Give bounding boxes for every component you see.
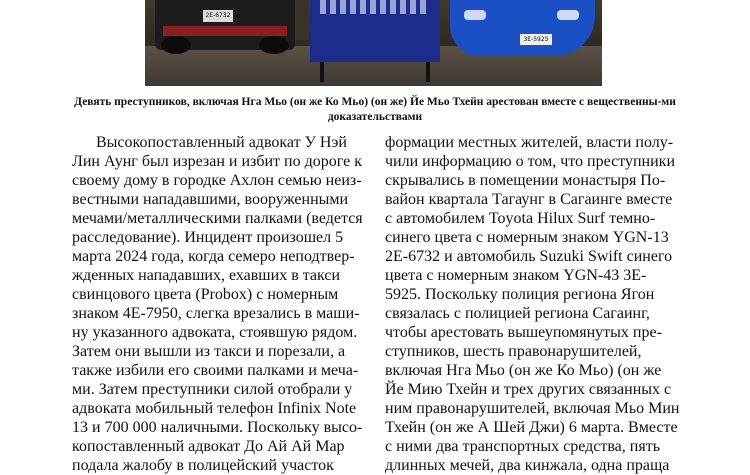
text-line: чили информацию о том, что преступники <box>385 153 675 170</box>
text-line: 2E-6732 и автомобиль Suzuki Swift синего <box>385 248 673 265</box>
text-line: расследование). Инцидент произошел 5 <box>72 229 344 246</box>
text-line: Высокопоставленный адвокат У Нэй <box>96 134 347 151</box>
truck-wheel <box>259 36 289 54</box>
right-paragraph <box>385 133 703 475</box>
text-line: жденных нападавших, ехавших в такси <box>72 267 341 284</box>
text-line: ми. Затем преступники силой отобрали у <box>72 381 353 398</box>
photo-caption: Девять преступников, включая Нга Мьо (он же Ко Мьо) (он же) Йе Мьо Тхейн арестован вместе с вещественны-ми доказательствами <box>74 96 676 123</box>
photo-car <box>450 0 595 56</box>
truck-plate: 2E-6732 <box>203 10 233 22</box>
text-line: своему дому в городке Ахлон семью неиз- <box>72 172 362 189</box>
text-line: 13 и 700 000 наличными. Поскольку высо- <box>72 419 363 436</box>
photo-person <box>295 0 309 40</box>
evidence-photo <box>145 0 602 86</box>
table-items <box>320 0 430 14</box>
text-line: ну указанного адвоката, стоявшую рядом. <box>72 324 358 341</box>
text-line: связалась с полицией региона Сагаинг, <box>385 305 650 322</box>
text-line: подала жалобу в полицейский участок <box>72 457 334 474</box>
truck-bumper <box>163 26 287 36</box>
table-leg <box>426 62 430 82</box>
car-plate: 3E-5925 <box>520 34 552 45</box>
text-line: ступников, шесть правонарушителей, <box>385 343 642 360</box>
text-line: адвоката мобильный телефон Infinix Note <box>72 400 357 417</box>
text-line: с ними два транспортных средства, пять <box>385 438 660 455</box>
text-line: скрывались в помещении монастыря По- <box>385 172 666 189</box>
photo-truck <box>155 0 295 50</box>
text-line: Затем они вышли из такси и порезали, а <box>72 343 346 360</box>
text-line: копоставленный адвокат До Ай Ай Мар <box>72 438 345 455</box>
text-line: знаком 4Е-7950, слегка врезались в маши- <box>72 305 360 322</box>
text-line: синего цвета с номерным знаком YGN-13 <box>385 229 669 246</box>
truck-wheel <box>161 36 191 54</box>
text-line: вайон квартала Тагаунг в Сагаинге вместе <box>385 191 673 208</box>
left-paragraph <box>48 133 366 475</box>
article-column-left <box>48 133 366 475</box>
text-line: формации местных жителей, власти полу- <box>385 134 674 151</box>
evidence-table <box>310 0 440 62</box>
text-line: длинных мечей, два кинжала, одна праща <box>385 457 670 474</box>
text-line: Лин Аунг был изрезан и избит по дороге к <box>72 153 362 170</box>
text-line: мечами/металлическими палками (ведется <box>72 210 363 227</box>
text-line: Йе Мию Тхейн и трех других связанных с <box>385 381 672 398</box>
text-line: цвета с номерным знаком YGN-43 3E- <box>385 267 647 284</box>
car-headlight <box>557 10 579 20</box>
text-line: с автомобилем Toyota Hilux Surf темно- <box>385 210 656 227</box>
text-line: марта 2024 года, когда семеро неподтвер- <box>72 248 355 265</box>
text-line: ним правонарушителей, включая Мьо Мин <box>385 400 680 417</box>
text-line: Тхейн (он же А Шей Джи) 6 марта. Вместе <box>385 419 678 436</box>
text-line: 5925. Поскольку полиция региона Ягон <box>385 286 655 303</box>
car-headlight <box>464 10 486 20</box>
text-line: свинцового цвета (Probox) с номерным <box>72 286 339 303</box>
article-column-right <box>385 133 703 475</box>
text-line: вестными нападавшими, вооруженными <box>72 191 349 208</box>
text-line: чтобы арестовать вышеупомянутых пре- <box>385 324 662 341</box>
table-leg <box>320 62 324 82</box>
text-line: также избили его своими палками и меча- <box>72 362 359 379</box>
text-line: включая Нга Мьо (он же Ко Мьо) (он же <box>385 362 662 379</box>
